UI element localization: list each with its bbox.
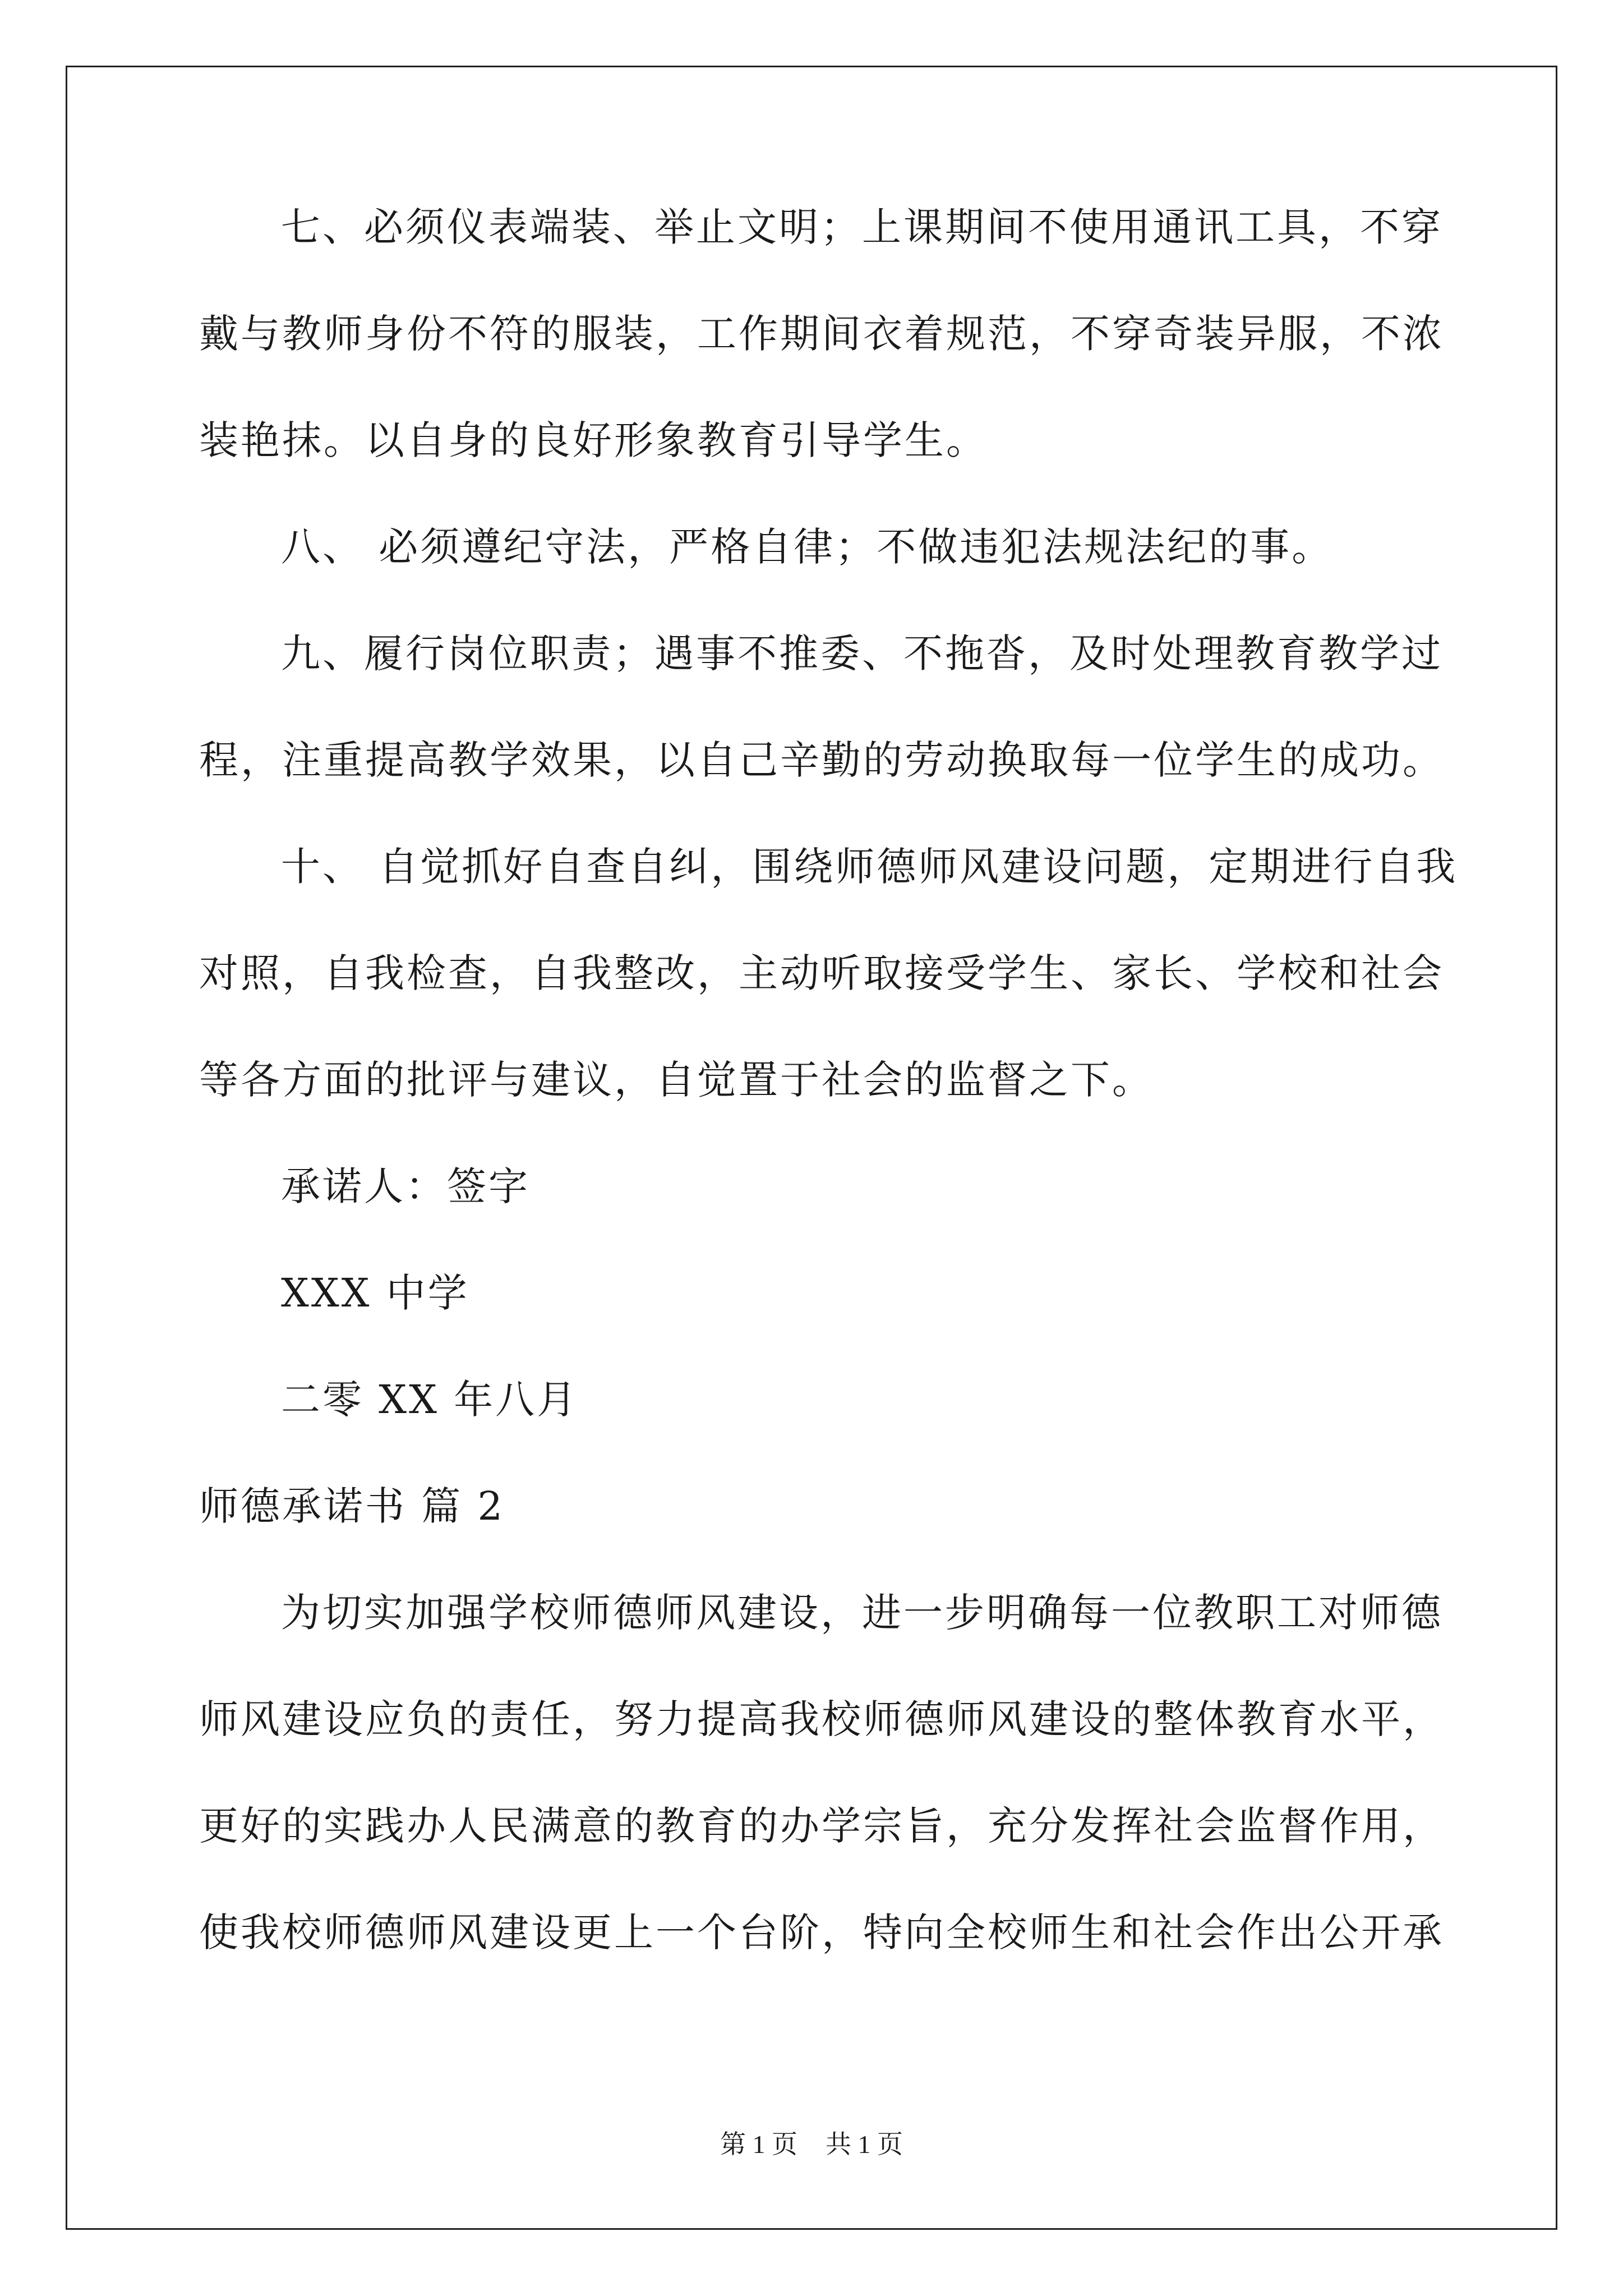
paragraph-intro-line-2: 师风建设应负的责任，努力提高我校师德师风建设的整体教育水平，: [199, 1696, 1444, 1742]
paragraph-intro-line-4: 使我校师德师风建设更上一个台阶，特向全校师生和社会作出公开承: [199, 1910, 1444, 1955]
paragraph-10-line-3: 等各方面的批评与建议，自觉置于社会的监督之下。: [199, 1057, 1154, 1103]
section-heading: 师德承诺书 篇 2: [199, 1483, 505, 1529]
paragraph-7-line-3: 装艳抹。以自身的良好形象教育引导学生。: [199, 417, 988, 463]
paragraph-9-line-1: 九、履行岗位职责；遇事不推委、不拖沓，及时处理教育教学过: [281, 631, 1443, 677]
school-name: XXX 中学: [281, 1270, 469, 1316]
paragraph-intro-line-3: 更好的实践办人民满意的教育的办学宗旨，充分发挥社会监督作用，: [199, 1803, 1444, 1849]
paragraph-10-line-1: 十、 自觉抓好自查自纠，围绕师德师风建设问题，定期进行自我: [281, 844, 1458, 890]
page-footer: [0, 2132, 1623, 2157]
paragraph-9-line-2: 程，注重提高教学效果，以自己辛勤的劳动换取每一位学生的成功。: [199, 737, 1444, 783]
paragraph-8-line-1: 八、 必须遵纪守法，严格自律；不做违犯法规法纪的事。: [281, 524, 1334, 570]
paragraph-intro-line-1: 为切实加强学校师德师风建设，进一步明确每一位教职工对师德: [281, 1590, 1443, 1636]
page-border: [66, 66, 1557, 2230]
date-line: 二零 XX 年八月: [281, 1377, 579, 1423]
paragraph-7-line-2: 戴与教师身份不符的服装，工作期间衣着规范，不穿奇装异服，不浓: [199, 311, 1444, 357]
page-number: 第 1 页: [720, 2130, 797, 2159]
paragraph-10-line-2: 对照，自我检查，自我整改，主动听取接受学生、家长、学校和社会: [199, 950, 1444, 996]
page-total: 共 1 页: [826, 2130, 903, 2159]
paragraph-7-line-1: 七、必须仪表端装、举止文明；上课期间不使用通讯工具，不穿: [281, 204, 1443, 250]
signatory-line: 承诺人：签字: [281, 1163, 530, 1209]
